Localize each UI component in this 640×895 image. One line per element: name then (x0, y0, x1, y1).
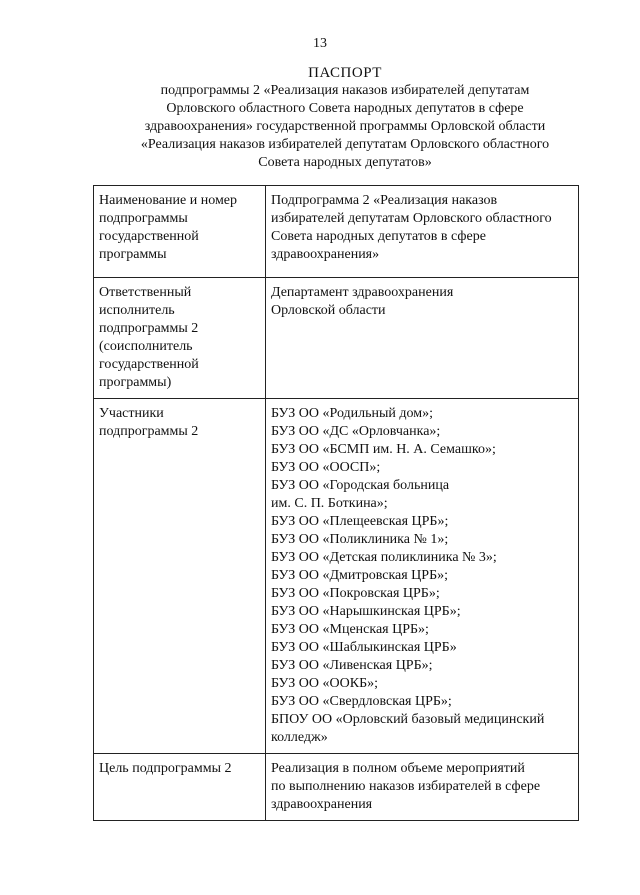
table-row (94, 754, 579, 821)
table-row (94, 278, 579, 399)
passport-subtitle (95, 82, 595, 172)
subtitle-line: здравоохранения» государственной программы Орловской области (144, 119, 546, 134)
value-line: здравоохранения» (271, 247, 380, 262)
value-line: Подпрограмма 2 «Реализация наказов (271, 193, 498, 208)
participant-item: им. С. П. Боткина»; (271, 496, 388, 511)
label-line: Ответственный (99, 285, 192, 300)
value-line: по выполнению наказов избирателей в сфере (271, 779, 541, 794)
label-line: исполнитель (99, 303, 175, 318)
row-value (266, 754, 579, 821)
value-line: Департамент здравоохранения (271, 285, 454, 300)
participant-item: БУЗ ОО «Покровская ЦРБ»; (271, 586, 440, 601)
participant-item: БУЗ ОО «Плещеевская ЦРБ»; (271, 514, 449, 529)
value-line: Орловской области (271, 303, 386, 318)
row-label (94, 754, 266, 821)
label-line: (соисполнитель (99, 339, 193, 354)
row-label (94, 399, 266, 754)
subtitle-line: Орловского областного Совета народных депутатов в сфере (166, 101, 524, 116)
label-line: Участники (99, 406, 164, 421)
participant-item: БУЗ ОО «Свердловская ЦРБ»; (271, 694, 452, 709)
participant-item: БУЗ ОО «Шаблыкинская ЦРБ» (271, 640, 457, 655)
participant-item: БУЗ ОО «Родильный дом»; (271, 406, 434, 421)
row-value (266, 186, 579, 278)
passport-table (93, 185, 579, 821)
label-line: государственной (99, 229, 199, 244)
participant-item: БУЗ ОО «Мценская ЦРБ»; (271, 622, 429, 637)
subtitle-line: «Реализация наказов избирателей депутатам Орловского областного (140, 137, 550, 152)
value-line: избирателей депутатам Орловского областного (271, 211, 552, 226)
page-number: 13 (313, 36, 327, 51)
value-line: здравоохранения (271, 797, 373, 812)
participant-item: БУЗ ОО «Детская поликлиника № 3»; (271, 550, 497, 565)
label-line: программы) (99, 375, 172, 390)
subtitle-line: Совета народных депутатов» (258, 155, 432, 170)
label-line: подпрограммы 2 (99, 321, 199, 336)
row-value (266, 278, 579, 399)
value-line: Совета народных депутатов в сфере (271, 229, 486, 244)
participant-item: БУЗ ОО «Нарышкинская ЦРБ»; (271, 604, 461, 619)
table-row (94, 186, 579, 278)
participant-item: БУЗ ОО «БСМП им. Н. А. Семашко»; (271, 442, 496, 457)
row-label (94, 186, 266, 278)
participant-item: БПОУ ОО «Орловский базовый медицинский (271, 712, 545, 727)
passport-title: ПАСПОРТ (308, 65, 382, 81)
participant-item: БУЗ ОО «ООКБ»; (271, 676, 378, 691)
label-line: государственной (99, 357, 199, 372)
subtitle-line: подпрограммы 2 «Реализация наказов избирателей депутатам (160, 83, 530, 98)
value-line: Реализация в полном объеме мероприятий (271, 761, 525, 776)
participant-item: БУЗ ОО «Ливенская ЦРБ»; (271, 658, 433, 673)
participant-item: БУЗ ОО «ООСП»; (271, 460, 381, 475)
participant-item: БУЗ ОО «Дмитровская ЦРБ»; (271, 568, 449, 583)
label-line: Цель подпрограммы 2 (99, 761, 232, 776)
participant-item: колледж» (271, 730, 328, 745)
participant-item: БУЗ ОО «Поликлиника № 1»; (271, 532, 449, 547)
label-line: подпрограммы 2 (99, 424, 199, 439)
label-line: программы (99, 247, 167, 262)
label-line: подпрограммы (99, 211, 188, 226)
row-label (94, 278, 266, 399)
row-value (266, 399, 579, 754)
passport-header (95, 64, 595, 172)
participant-item: БУЗ ОО «Городская больница (271, 478, 450, 493)
participant-item: БУЗ ОО «ДС «Орловчанка»; (271, 424, 441, 439)
table-row (94, 399, 579, 754)
label-line: Наименование и номер (99, 193, 238, 208)
